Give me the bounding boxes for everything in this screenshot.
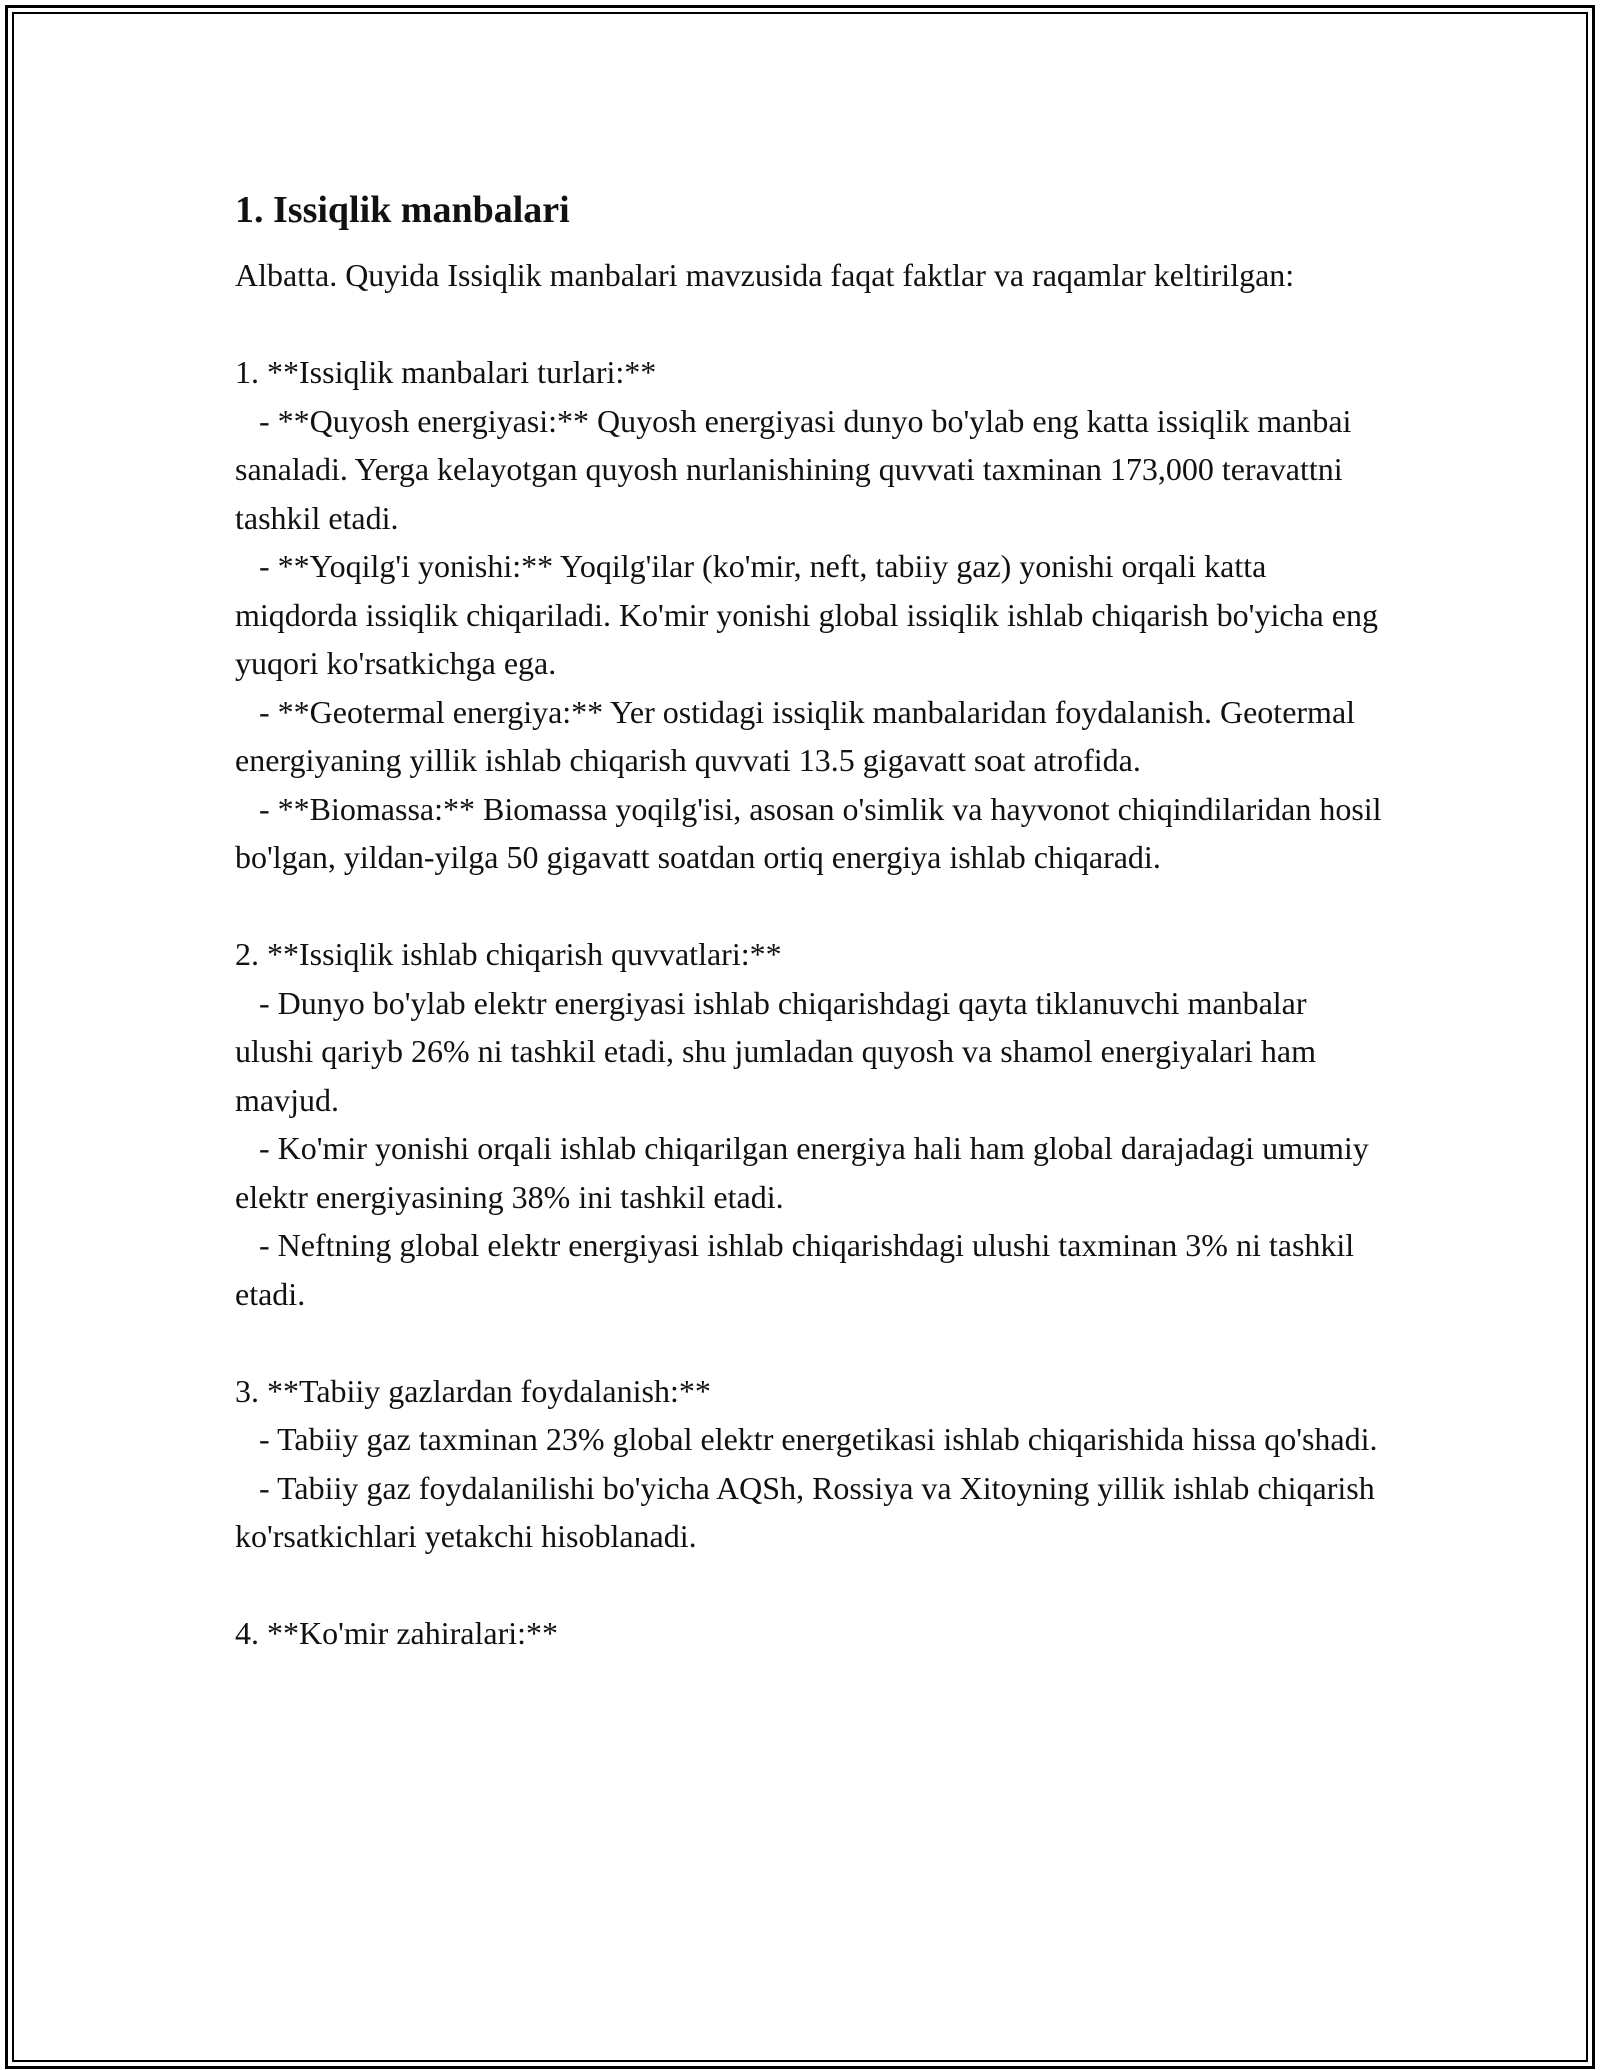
list-item: - Neftning global elektr energiyasi ishlab chiqarishdagi ulushi taxminan 3% ni tashkil etadi.: [235, 1227, 1363, 1312]
spacer: [235, 1318, 1385, 1367]
section-3: [235, 1367, 1385, 1561]
section-heading: 1. **Issiqlik manbalari turlari:**: [235, 354, 657, 390]
list-item: - **Geotermal energiya:** Yer ostidagi issiqlik manbalaridan foydalanish. Geotermal energiyaning yillik ishlab chiqarish quvvati 13.5 gigavatt soat atrofida.: [235, 693, 1364, 778]
section-heading: 4. **Ko'mir zahiralari:**: [235, 1615, 558, 1651]
document-body: [235, 185, 1390, 1658]
list-item: - Dunyo bo'ylab elektr energiyasi ishlab chiqarishdagi qayta tiklanuvchi manbalar ulushi qariyb 26% ni tashkil etadi, shu jumladan quyosh va shamol energiyalari ham mavjud.: [235, 984, 1324, 1118]
section-2: [235, 930, 1385, 1318]
list-item: - Ko'mir yonishi orqali ishlab chiqarilgan energiya hali ham global darajadagi umumiy elektr energiyasining 38% ini tashkil etadi.: [235, 1130, 1377, 1215]
section-4: [235, 1609, 1385, 1658]
list-item: - Tabiiy gaz foydalanilishi bo'yicha AQSh, Rossiya va Xitoyning yillik ishlab chiqarish ko'rsatkichlari yetakchi hisoblanadi.: [235, 1469, 1383, 1554]
intro-paragraph: Albatta. Quyida Issiqlik manbalari mavzusida faqat faktlar va raqamlar keltirilgan:: [235, 257, 1295, 293]
list-item: - **Yoqilg'i yonishi:** Yoqilg'ilar (ko'mir, neft, tabiiy gaz) yonishi orqali katta miqdorda issiqlik chiqariladi. Ko'mir yonishi global issiqlik ishlab chiqarish bo'yicha eng yuqori ko'rsatkichga ega.: [235, 548, 1386, 681]
section-1: [235, 348, 1390, 882]
document-title: 1. Issiqlik manbalari: [235, 189, 570, 231]
list-item: - **Quyosh energiyasi:** Quyosh energiyasi dunyo bo'ylab eng katta issiqlik manbai sanaladi. Yerga kelayotgan quyosh nurlanishining quvvati taxminan 173,000 teravattni tashkil etadi.: [235, 402, 1360, 536]
spacer: [235, 882, 1385, 931]
section-heading: 3. **Tabiiy gazlardan foydalanish:**: [235, 1372, 711, 1409]
spacer: [235, 300, 1385, 349]
spacer: [235, 1561, 1385, 1610]
list-item: - Tabiiy gaz taxminan 23% global elektr energetikasi ishlab chiqarishida hissa qo'shadi.: [235, 1421, 1378, 1457]
section-heading: 2. **Issiqlik ishlab chiqarish quvvatlari:**: [235, 936, 782, 972]
list-item: - **Biomassa:** Biomassa yoqilg'isi, asosan o'simlik va hayvonot chiqindilaridan hosil bo'lgan, yildan-yilga 50 gigavatt soatdan ortiq energiya ishlab chiqaradi.: [235, 790, 1390, 875]
